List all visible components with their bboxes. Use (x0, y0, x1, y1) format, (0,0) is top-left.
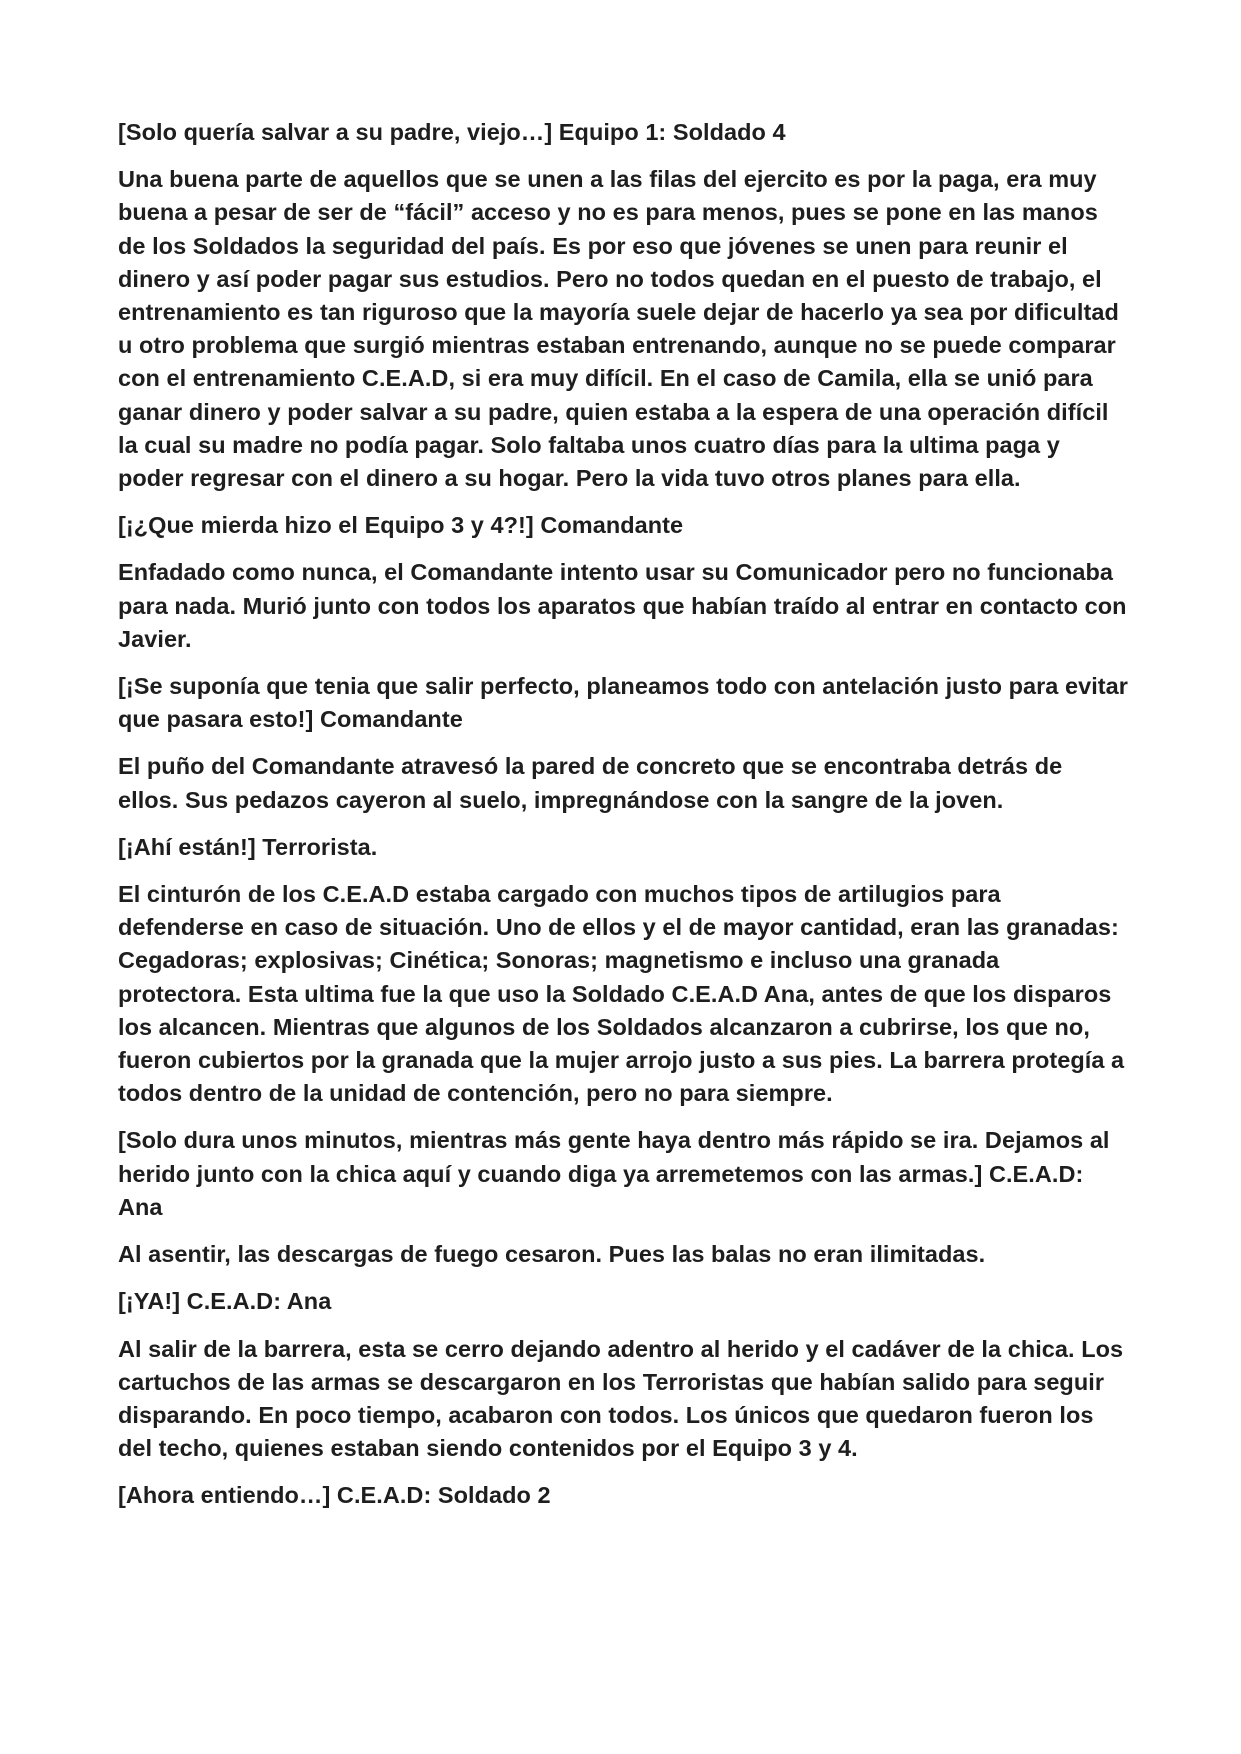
document-body (118, 116, 1128, 1527)
narrative-paragraph: Enfadado como nunca, el Comandante intento usar su Comunicador pero no funcionaba para nada. Murió junto con todos los aparatos que habían traído al entrar en contacto con Javier. (118, 559, 1127, 652)
narrative-paragraph: Al asentir, las descargas de fuego cesaron. Pues las balas no eran ilimitadas. (118, 1241, 986, 1268)
narrative-paragraph: El puño del Comandante atravesó la pared de concreto que se encontraba detrás de ellos. Sus pedazos cayeron al suelo, impregnándose con la sangre de la joven. (118, 753, 1063, 813)
narrative-paragraph: Al salir de la barrera, esta se cerro dejando adentro al herido y el cadáver de la chica. Los cartuchos de las armas se descargaron en los Terroristas que habían salido para seguir disparando. En poco tiempo, acabaron con todos. Los únicos que quedaron fueron los del techo, quienes estaban siendo contenidos por el Equipo 3 y 4. (118, 1335, 1124, 1462)
dialogue-line: [¡¿Que mierda hizo el Equipo 3 y 4?!] Comandante (118, 512, 684, 539)
narrative-paragraph: Una buena parte de aquellos que se unen a las filas del ejercito es por la paga, era muy buena a pesar de ser de “fácil” acceso y no es para menos, pues se pone en las manos de los Soldados la seguridad del país. Es por eso que jóvenes se unen para reunir el dinero y así poder pagar sus estudios. Pero no todos quedan en el puesto de trabajo, el entrenamiento es tan riguroso que la mayoría suele dejar de hacerlo ya sea por dificultad u otro problema que surgió mientras estaban entrenando, aunque no se puede comparar con el entrenamiento C.E.A.D, si era muy difícil. En el caso de Camila, ella se unió para ganar dinero y poder salvar a su padre, quien estaba a la espera de una operación difícil la cual su madre no podía pagar. Solo faltaba unos cuatro días para la ultima paga y poder regresar con el dinero a su hogar. Pero la vida tuvo otros planes para ella. (118, 166, 1119, 492)
dialogue-line: [Solo quería salvar a su padre, viejo…] Equipo 1: Soldado 4 (118, 119, 786, 145)
dialogue-line: [¡Ahí están!] Terrorista. (118, 833, 378, 860)
narrative-paragraph: El cinturón de los C.E.A.D estaba cargado con muchos tipos de artilugios para defenderse en caso de situación. Uno de ellos y el de mayor cantidad, eran las granadas: Cegadoras; explosivas; Cinética; Sonoras; magnetismo e incluso una granada protectora. Esta ultima fue la que uso la Soldado C.E.A.D Ana, antes de que los disparos los alcancen. Mientras que algunos de los Soldados alcanzaron a cubrirse, los que no, fueron cubiertos por la granada que la mujer arrojo justo a sus pies. La barrera protegía a todos dentro de la unidad de contención, pero no para siempre. (118, 881, 1125, 1107)
dialogue-line: [¡YA!] C.E.A.D: Ana (118, 1288, 332, 1315)
dialogue-line: [Ahora entiendo…] C.E.A.D: Soldado 2 (118, 1482, 551, 1509)
dialogue-line: [Solo dura unos minutos, mientras más gente haya dentro más rápido se ira. Dejamos al herido junto con la chica aquí y cuando diga ya arremetemos con las armas.] C.E.A.D: Ana (118, 1127, 1110, 1220)
dialogue-line: [¡Se suponía que tenia que salir perfecto, planeamos todo con antelación justo para evitar que pasara esto!] Comandante (118, 673, 1128, 733)
